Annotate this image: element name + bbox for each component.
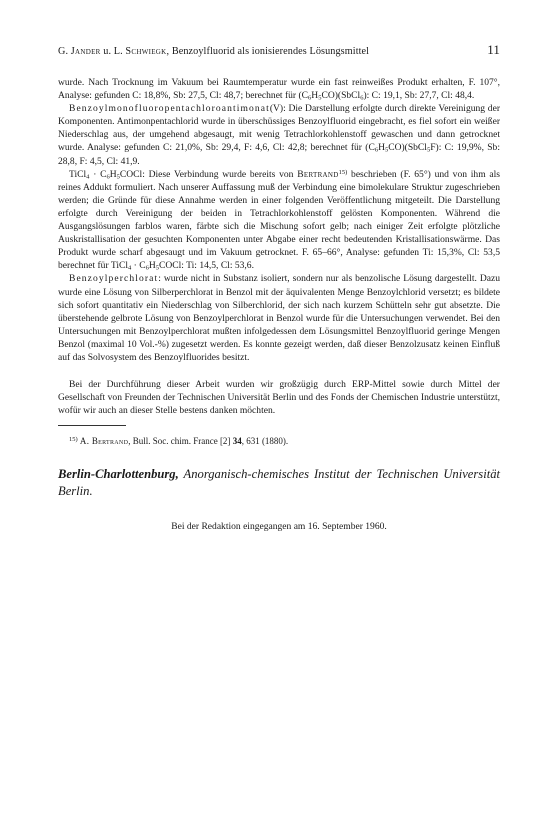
term-heading: Benzoylperchlorat (69, 273, 159, 285)
institute-affiliation (58, 466, 500, 499)
footnote-15: $^{15)}$ A. Bertrand, Bull. Soc. chim. France [2] 34, 631 (1880). (69, 436, 289, 447)
page-number: 11 (487, 42, 500, 57)
header-author-schwiegk: Schwiegk (125, 46, 167, 57)
term-heading: Benzoylmonofluoropentachloroantimonat (69, 103, 270, 115)
paragraph-monofluoropentachloroantimonate: Benzoylmonofluoropentachloroantimonat(V): Die Darstellung erfolgte durch direkte Vereinigung der Komponenten. Antimonpentachlorid wurde in überschüssiges Benzoylfluorid eingebracht, es fiel sofort ein weißer Niederschlag aus, der umgehend abgesaugt, mit wenig Tetrachlorkohlenstoff gewaschen und dann getrocknet wurde. Analyse: gefunden C: 21,0%, Sb: 29,4, F: 4,6, Cl: 42,8; berechnet für $(C_6H_5CO)(SbCl_5F)$: C: 19,9%, Sb: 28,8, F: 4,5, Cl: 41,9. (58, 103, 500, 167)
footnote-reference: 15) (338, 168, 348, 176)
footnote-volume: 34 (232, 436, 242, 447)
header-author-jander: Jander (70, 46, 101, 57)
paragraph-hexachloroantimonate-result: wurde. Nach Trocknung im Vakuum bei Raumtemperatur wurde ein fast reinweißes Produkt erhalten, F. 107°, Analyse: gefunden C: 18,8%, Sb: 27,5, Cl: 48,7; berechnet für $(C_6H_5CO)(SbCl_6)$: C: 19,1, Sb: 27,7, Cl: 48,4. (58, 77, 500, 102)
paragraph-ticl4-adduct: TiCl$_4$ · $C_6H_5COCl$: Diese Verbindung wurde bereits von Bertrand$^{15)}$ beschrieben (F. 65°) und von ihm als reines Addukt formuliert. Nach unserer Auffassung muß der Verbindung eine bimolekulare Struktur zugeschrieben werden; die Gründe für diese Annahme werden in einer folgenden Veröffentlichung mitgeteilt. Die Darstellung erfolgte durch Vereinigung der beiden in Tetrachlorkohlenstoff gelösten Komponenten. Während die Ausgangslösungen farblos waren, färbte sich die Mischung sofort gelb; nach einiger Zeit erfolgte plötzliche Auskristallisation der gesuchten Komponenten unter Abgabe einer recht bedeutenden Kristallisationswärme. Das Produkt wurde scharf abgesaugt und im Vakuum getrocknet. F. 65–66°, Analyse: gefunden Ti: 15,3%, Cl: 53,5 berechnet für TiCl$_4$ · $C_6H_5COCl$: Ti: 14,5, Cl: 53,6. (58, 168, 500, 272)
received-date: Bei der Redaktion eingegangen am 16. September 1960. (171, 521, 387, 533)
spacer (58, 364, 500, 378)
paragraph-benzoylperchlorate: Benzoylperchlorat: wurde nicht in Substanz isoliert, sondern nur als benzolische Lösung dargestellt. Dazu wurde eine Lösung von Silberperchlorat in Benzol mit der äquivalenten Menge Benzoylchlorid versetzt; es bildete sich sofort quantitativ ein Niederschlag von Silberchlorid, der sich nach kurzem Schütteln sehr gut absetzte. Die überstehende gelbrote Lösung von Benzoylperchlorat in Benzol wurde für die Untersuchungen verwendet. Bei den Untersuchungen mit Benzoylperchlorat mußten infolgedessen dem Lösungsmittel Benzoylfluorid geringe Mengen Benzol (maximal 10 Vol.-%) zugesetzt werden. Es konnte gezeigt werden, daß dieser Benzolzusatz keinen Einfluß auf das Solvosystem des Benzoylfluorides besitzt. (58, 273, 500, 363)
footnote-divider (58, 425, 126, 426)
cited-author: Bertrand (297, 168, 339, 180)
running-head (58, 42, 500, 58)
page (58, 42, 500, 532)
header-title: G. Jander u. L. Schwiegk, Benzoylfluorid als ionisierendes Lösungsmittel (58, 46, 370, 57)
footnote-author: A. Bertrand (79, 436, 129, 447)
paragraph-acknowledgement: Bei der Durchführung dieser Arbeit wurden wir großzügig durch ERP-Mittel sowie durch Mittel der Gesellschaft von Freunden der Technischen Universität Berlin und des Fonds der Chemischen Industrie unterstützt, wofür wir auch an dieser Stelle bestens danken möchten. (58, 379, 500, 417)
institute-place: Berlin-Charlottenburg, (58, 467, 179, 482)
institute-name: Anorganisch-chemisches Institut der Technischen Universität Berlin. (58, 467, 500, 498)
